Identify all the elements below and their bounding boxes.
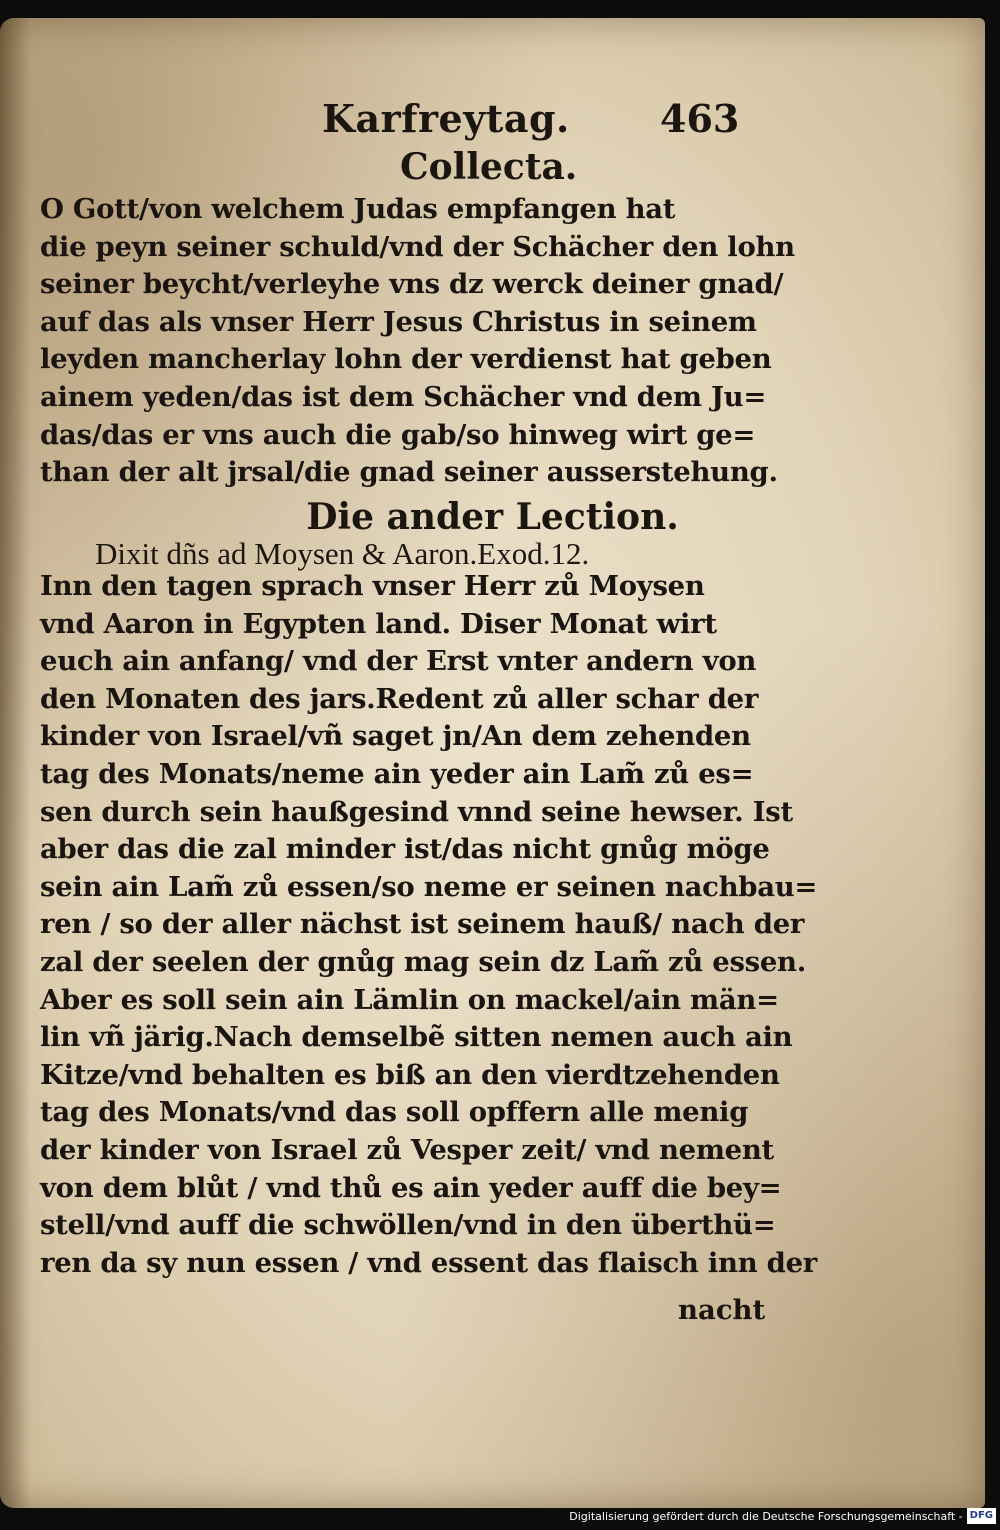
text-line: den Monaten des jars.Redent zů aller schar der xyxy=(40,682,759,715)
text-line: kinder von Israel/vñ saget jn/An dem zehenden xyxy=(40,720,751,753)
text-line: stell/vnd auff die schwöllen/vnd in den überthü= xyxy=(40,1209,776,1242)
text-line: O Gott/von welchem Judas empfangen hat xyxy=(40,193,676,225)
text-line: lin vñ järig.Nach demselbẽ sitten nemen auch ain xyxy=(40,1021,793,1054)
text-line: die peyn seiner schuld/vnd der Schächer den lohn xyxy=(40,230,795,263)
text-line: sein ain Lam̃ zů essen/so neme er seinen nachbau= xyxy=(40,870,818,903)
text-line: Kitze/vnd behalten es biß an den vierdtzehenden xyxy=(40,1058,780,1091)
dfg-logo: DFG xyxy=(967,1508,996,1524)
text-line: ren da sy nun essen / vnd essent das flaisch inn der xyxy=(40,1246,817,1279)
text-line: zal der seelen der gnůg mag sein dz Lam̃ zů essen. xyxy=(40,945,807,978)
collecta-text xyxy=(40,191,795,492)
text-line: tag des Monats/vnd das soll opffern alle menig xyxy=(40,1096,749,1129)
running-title: Karfreytag. xyxy=(322,96,570,141)
text-line: ainem yeden/das ist dem Schächer vnd dem Ju= xyxy=(40,380,767,413)
bible-citation: Dixit dñs ad Moysen & Aaron.Exod.12. xyxy=(95,536,590,571)
text-line: von dem blůt / vnd thů es ain yeder auff die bey= xyxy=(40,1171,782,1204)
text-line: das/das er vns auch die gab/so hinweg wirt ge= xyxy=(40,418,756,451)
text-line: aber das die zal minder ist/das nicht gnůg möge xyxy=(40,833,770,866)
text-line: auf das als vnser Herr Jesus Christus in seinem xyxy=(40,305,757,338)
text-line: vnd Aaron in Egypten land. Diser Monat wirt xyxy=(40,607,717,640)
text-line: der kinder von Israel zů Vesper zeit/ vnd nement xyxy=(40,1133,774,1166)
funding-credit: Digitalisierung gefördert durch die Deutsche Forschungsgemeinschaft - xyxy=(569,1509,963,1523)
text-line: seiner beycht/verleyhe vns dz werck deiner gnad/ xyxy=(40,268,784,301)
text-line: ren / so der aller nächst ist seinem hauß/ nach der xyxy=(40,908,805,941)
text-line: leyden mancherlay lohn der verdienst hat geben xyxy=(40,343,772,376)
catchword: nacht xyxy=(678,1294,766,1326)
page-header xyxy=(0,96,985,146)
text-line: tag des Monats/neme ain yeder ain Lam̃ zů es= xyxy=(40,757,754,790)
lection-heading: Die ander Lection. xyxy=(306,496,679,538)
lection-text xyxy=(40,568,818,1282)
text-line: Aber es soll sein ain Lämlin on mackel/ain män= xyxy=(40,983,779,1016)
collecta-heading: Collecta. xyxy=(400,146,578,188)
book-page xyxy=(0,18,985,1508)
digitization-footer xyxy=(569,1506,996,1526)
text-line: Inn den tagen sprach vnser Herr zů Moysen xyxy=(40,570,705,602)
text-line: sen durch sein haußgesind vnnd seine hewser. Ist xyxy=(40,795,793,828)
text-line: euch ain anfang/ vnd der Erst vnter andern von xyxy=(40,645,757,678)
page-number: 463 xyxy=(660,96,740,141)
text-line: than der alt jrsal/die gnad seiner ausserstehung. xyxy=(40,456,778,489)
